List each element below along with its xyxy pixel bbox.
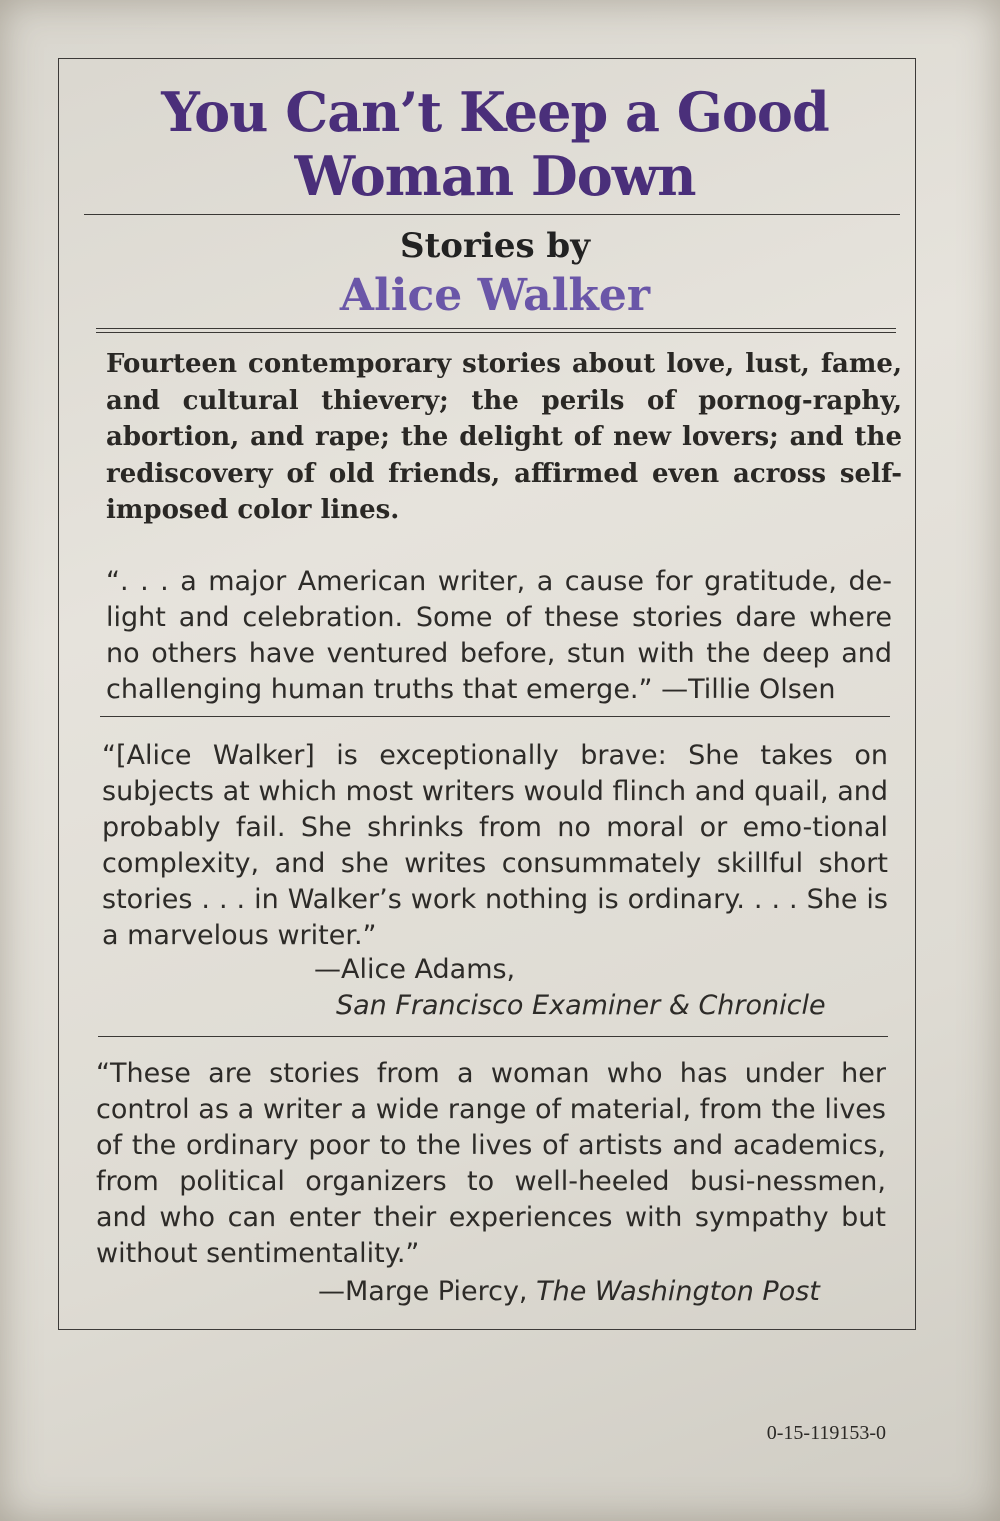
- attribution-piercy: [318, 1274, 820, 1310]
- author-name: Alice Walker: [339, 270, 651, 321]
- title-rule: [84, 214, 900, 215]
- review-quote-olsen: “. . . a major American writer, a cause for gratitude, de-light and celebration. Some of these stories dare where no others have ventured before, stun with the deep and challenging human truths that emerge.” —Tillie Olsen: [106, 566, 892, 705]
- attribution-adams-name: —Alice Adams,: [314, 954, 516, 985]
- review-quote-adams: “[Alice Walker] is exceptionally brave: She takes on subjects at which most writers would flinch and quail, and probably fail. She shrinks from no moral or emo-tional complexity, and she writes consummately skillful short stories . . . in Walker’s work nothing is ordinary. . . . She is a marvelous writer.”: [102, 740, 888, 951]
- isbn-number: 0-15-119153-0: [766, 1422, 886, 1444]
- byline: Stories by: [400, 226, 590, 266]
- author-double-rule: [96, 328, 896, 333]
- attribution-adams-publication: San Francisco Examiner & Chronicle: [336, 990, 826, 1021]
- book-description: Fourteen contemporary stories about love, lust, fame, and cultural thievery; the perils of pornog-raphy, abortion, and rape; the delight of new lovers; and the rediscovery of old friends, affirmed even across self-imposed color lines.: [106, 349, 902, 525]
- attribution-piercy-name: —Marge Piercy,: [318, 1276, 537, 1307]
- quote-divider-2: [98, 1036, 888, 1037]
- review-quote-piercy: “These are stories from a woman who has under her control as a writer a wide range of material, from the lives of the ordinary poor to the lives of artists and academics, from political organizers to well-heeled busi-nessmen, and who can enter their experiences with sympathy but without sentimentality.”: [96, 1058, 886, 1269]
- attribution-adams-source: [336, 988, 826, 1024]
- attribution-piercy-publication: The Washington Post: [536, 1276, 820, 1307]
- book-title: You Can’t Keep a Good Woman Down: [161, 80, 829, 208]
- quote-divider-1: [100, 716, 890, 717]
